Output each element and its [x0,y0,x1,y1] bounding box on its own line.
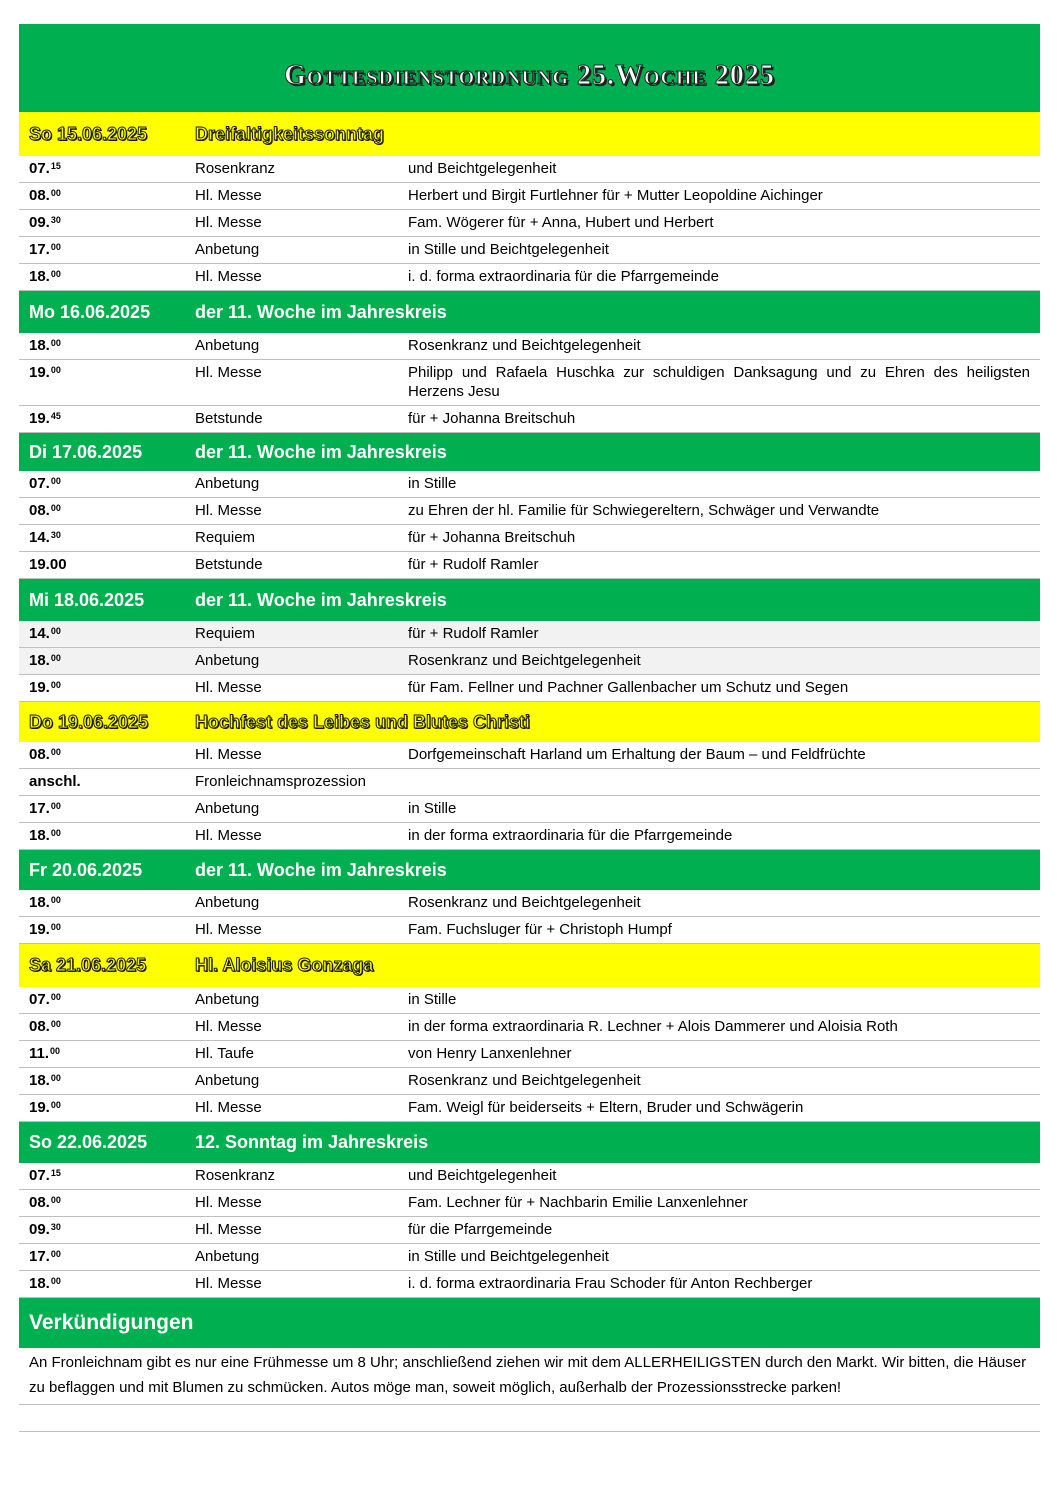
table-row [19,471,1040,498]
day-date: Mo 16.06.2025 [29,301,151,322]
time-minutes: 00 [50,747,61,757]
outlined-text: Sa 21.06.2025 [29,955,147,975]
service-time [29,555,195,574]
day-date: Di 17.06.2025 [29,441,143,462]
time-hour: 19.00 [29,556,67,573]
service-intention: Rosenkranz und Beichtgelegenheit [408,894,641,911]
service-intention: Philipp und Rafaela Huschka zur schuldigen Danksagung und zu Ehren des heiligsten Herzens Jesu [408,364,1030,400]
service-time [29,501,195,520]
service-intention: Herbert und Birgit Furtlehner für + Mutter Leopoldine Aichinger [408,187,823,204]
table-row [19,1190,1040,1217]
day-name: der 11. Woche im Jahreskreis [195,859,447,880]
service-time [29,799,195,818]
service-intention: von Henry Lanxenlehner [408,1045,572,1062]
table-row [19,796,1040,823]
service-time [29,159,195,178]
service-time [29,409,195,428]
day-name: der 11. Woche im Jahreskreis [195,301,447,322]
time-minutes: 00 [50,895,61,905]
table-row [19,1014,1040,1041]
table-row [19,621,1040,648]
time-minutes: 00 [50,1276,61,1286]
service-type: Hl. Taufe [195,1045,254,1062]
time-minutes: 45 [50,411,61,421]
service-type: Hl. Messe [195,921,262,938]
time-hour: 18. [29,894,50,911]
service-time [29,1098,195,1117]
service-intention: zu Ehren der hl. Familie für Schwiegereltern, Schwäger und Verwandte [408,502,880,519]
service-type: Hl. Messe [195,746,262,763]
service-intention: Fam. Lechner für + Nachbarin Emilie Lanxenlehner [408,1194,748,1211]
table-row [19,890,1040,917]
time-hour: 07. [29,475,50,492]
announcements-header [19,1298,1040,1348]
service-intention: in Stille [408,475,457,492]
time-hour: 08. [29,1018,50,1035]
day-header [19,1122,1040,1163]
service-intention: und Beichtgelegenheit [408,160,557,177]
day-name [195,955,1040,976]
service-intention: Rosenkranz und Beichtgelegenheit [408,1072,641,1089]
day-date [29,712,195,733]
table-row [19,1163,1040,1190]
time-hour: 19. [29,364,50,381]
service-intention: in Stille und Beichtgelegenheit [408,241,609,258]
service-time [29,1220,195,1239]
table-row [19,525,1040,552]
time-hour: 08. [29,1194,50,1211]
service-intention: Fam. Weigl für beiderseits + Eltern, Bruder und Schwägerin [408,1099,804,1116]
service-intention: Rosenkranz und Beichtgelegenheit [408,652,641,669]
table-row [19,675,1040,702]
service-type: Anbetung [195,475,260,492]
service-time [29,336,195,355]
table-row [19,1217,1040,1244]
outlined-text: Hl. Aloisius Gonzaga [195,955,374,975]
time-hour: 09. [29,214,50,231]
service-time [29,651,195,670]
time-minutes: 00 [50,365,61,375]
service-intention: Fam. Fuchsluger für + Christoph Humpf [408,921,672,938]
time-minutes: 00 [50,801,61,811]
service-time [29,267,195,286]
time-minutes: 00 [50,476,61,486]
time-minutes: 00 [50,1100,61,1110]
day-date [29,124,195,145]
table-row [19,1041,1040,1068]
service-intention: und Beichtgelegenheit [408,1167,557,1184]
day-name: der 11. Woche im Jahreskreis [195,589,447,610]
service-time [29,1071,195,1090]
service-type: Hl. Messe [195,679,262,696]
day-name: der 11. Woche im Jahreskreis [195,441,447,462]
time-minutes: 00 [50,653,61,663]
table-row [19,1095,1040,1122]
table-row [19,917,1040,944]
service-time [29,1166,195,1185]
service-type: Hl. Messe [195,268,262,285]
table-row [19,210,1040,237]
time-minutes: 15 [50,161,61,171]
table-row [19,1271,1040,1298]
day-list [19,112,1040,1298]
day-header [19,433,1040,471]
service-intention: für + Rudolf Ramler [408,556,539,573]
outlined-text: So 15.06.2025 [29,123,148,144]
table-row [19,333,1040,360]
time-minutes: 30 [50,215,61,225]
service-intention: Fam. Wögerer für + Anna, Hubert und Herbert [408,214,714,231]
day-header [19,944,1040,987]
announcements-heading: Verkündigungen [29,1311,194,1334]
time-hour: 18. [29,1275,50,1292]
time-hour: 19. [29,679,50,696]
day-header [19,702,1040,742]
table-row [19,360,1040,406]
time-minutes: 00 [50,1019,61,1029]
time-minutes: 00 [50,626,61,636]
time-hour: 08. [29,502,50,519]
time-hour: 17. [29,241,50,258]
service-time [29,1193,195,1212]
time-hour: 17. [29,1248,50,1265]
time-hour: 14. [29,529,50,546]
time-minutes: 30 [50,1222,61,1232]
table-row [19,742,1040,769]
service-time [29,624,195,643]
service-time [29,1247,195,1266]
service-intention: in Stille [408,800,457,817]
service-type: Anbetung [195,652,260,669]
service-intention: für die Pfarrgemeinde [408,1221,553,1238]
service-time [29,213,195,232]
table-row [19,552,1040,579]
table-row [19,1244,1040,1271]
table-row [19,1068,1040,1095]
time-minutes: 00 [50,338,61,348]
service-type: Rosenkranz [195,1167,276,1184]
service-intention: für + Johanna Breitschuh [408,529,576,546]
day-date: Fr 20.06.2025 [29,859,143,880]
time-hour: 17. [29,800,50,817]
outlined-text: Do 19.06.2025 [29,711,149,732]
table-row [19,406,1040,433]
service-intention [408,772,1040,791]
page-title: Gottesdienstordnung 25.Woche 2025 [284,60,775,91]
service-type: Anbetung [195,800,260,817]
table-row [19,237,1040,264]
service-type: Hl. Messe [195,214,262,231]
service-intention: Dorfgemeinschaft Harland um Erhaltung der Baum – und Feldfrüchte [408,746,866,763]
service-type: Anbetung [195,241,260,258]
time-hour: 19. [29,410,50,427]
service-intention: Rosenkranz und Beichtgelegenheit [408,337,641,354]
day-name [195,124,1040,145]
time-minutes: 00 [50,680,61,690]
title-bar [19,24,1040,112]
announcements-text: An Fronleichnam gibt es nur eine Frühmesse um 8 Uhr; anschließend ziehen wir mit dem ALLERHEILIGSTEN durch den Markt. Wir bitten, die Häuser zu beflaggen und mit Blumen zu schmücken. Autos möge man, soweit möglich, außerhalb der Prozessionsstrecke parken! [19,1348,1040,1405]
service-intention: in Stille und Beichtgelegenheit [408,1248,609,1265]
time-minutes: 00 [50,1073,61,1083]
service-intention: für Fam. Fellner und Pachner Gallenbacher um Schutz und Segen [408,679,849,696]
service-type: Hl. Messe [195,187,262,204]
time-minutes: 00 [50,922,61,932]
service-time [29,920,195,939]
service-time [29,826,195,845]
time-hour: 14. [29,625,50,642]
bottom-divider [19,1405,1040,1432]
table-row [19,648,1040,675]
table-row [19,823,1040,850]
time-hour: 07. [29,1167,50,1184]
table-row [19,987,1040,1014]
time-hour: 18. [29,827,50,844]
service-time [29,474,195,493]
service-intention: in der forma extraordinaria R. Lechner + Alois Dammerer und Aloisia Roth [408,1018,898,1035]
service-time [29,893,195,912]
service-type: Hl. Messe [195,1194,262,1211]
day-name: 12. Sonntag im Jahreskreis [195,1132,429,1152]
service-time [29,745,195,764]
day-header [19,850,1040,890]
day-name [195,712,1040,733]
service-time [29,990,195,1009]
time-hour: 19. [29,921,50,938]
day-date: So 22.06.2025 [29,1132,148,1152]
service-intention: i. d. forma extraordinaria für die Pfarrgemeinde [408,268,719,285]
service-type: Hl. Messe [195,502,262,519]
time-hour: anschl. [29,773,81,790]
time-minutes: 00 [50,1249,61,1259]
service-type: Fronleichnamsprozession [195,773,366,790]
outlined-text: Dreifaltigkeitssonntag [195,123,385,144]
time-hour: 07. [29,991,50,1008]
schedule-page [19,24,1040,1432]
table-row [19,769,1040,796]
service-type: Hl. Messe [195,827,262,844]
service-time [29,186,195,205]
service-time [29,528,195,547]
time-minutes: 00 [50,503,61,513]
service-time [29,1017,195,1036]
time-hour: 09. [29,1221,50,1238]
service-type: Hl. Messe [195,1018,262,1035]
outlined-text: Hochfest des Leibes und Blutes Christi [195,711,531,732]
service-intention: für + Rudolf Ramler [408,625,539,642]
service-type: Anbetung [195,337,260,354]
service-type: Anbetung [195,1072,260,1089]
service-time [29,678,195,697]
day-header [19,112,1040,156]
time-minutes: 00 [50,992,61,1002]
time-hour: 18. [29,1072,50,1089]
service-time [29,1274,195,1293]
table-row [19,156,1040,183]
time-hour: 11. [29,1045,50,1062]
service-intention: in der forma extraordinaria für die Pfarrgemeinde [408,827,733,844]
service-time [29,363,195,401]
service-intention: für + Johanna Breitschuh [408,410,576,427]
service-type: Hl. Messe [195,1099,262,1116]
service-intention: in Stille [408,991,457,1008]
service-type: Rosenkranz [195,160,276,177]
service-time [29,240,195,259]
time-hour: 08. [29,187,50,204]
day-header [19,291,1040,333]
time-minutes: 00 [50,242,61,252]
service-type: Requiem [195,625,256,642]
time-hour: 18. [29,337,50,354]
service-time [29,1044,195,1063]
time-minutes: 00 [50,1195,61,1205]
time-minutes: 30 [50,530,61,540]
time-minutes: 00 [50,269,61,279]
service-type: Anbetung [195,1248,260,1265]
time-minutes: 00 [50,828,61,838]
service-type: Hl. Messe [195,1221,262,1238]
service-time [29,772,195,791]
day-header [19,579,1040,621]
day-date [29,955,195,976]
service-type: Anbetung [195,894,260,911]
service-type: Anbetung [195,991,260,1008]
time-hour: 18. [29,652,50,669]
time-minutes: 00 [50,1046,61,1056]
service-type: Requiem [195,529,256,546]
table-row [19,498,1040,525]
time-hour: 07. [29,160,50,177]
service-type: Betstunde [195,410,263,427]
time-minutes: 15 [50,1168,61,1178]
time-hour: 08. [29,746,50,763]
time-minutes: 00 [50,188,61,198]
service-intention: i. d. forma extraordinaria Frau Schoder für Anton Rechberger [408,1275,813,1292]
time-hour: 18. [29,268,50,285]
table-row [19,183,1040,210]
service-type: Hl. Messe [195,364,262,381]
time-hour: 19. [29,1099,50,1116]
service-type: Betstunde [195,556,263,573]
table-row [19,264,1040,291]
service-type: Hl. Messe [195,1275,262,1292]
day-date: Mi 18.06.2025 [29,589,145,610]
